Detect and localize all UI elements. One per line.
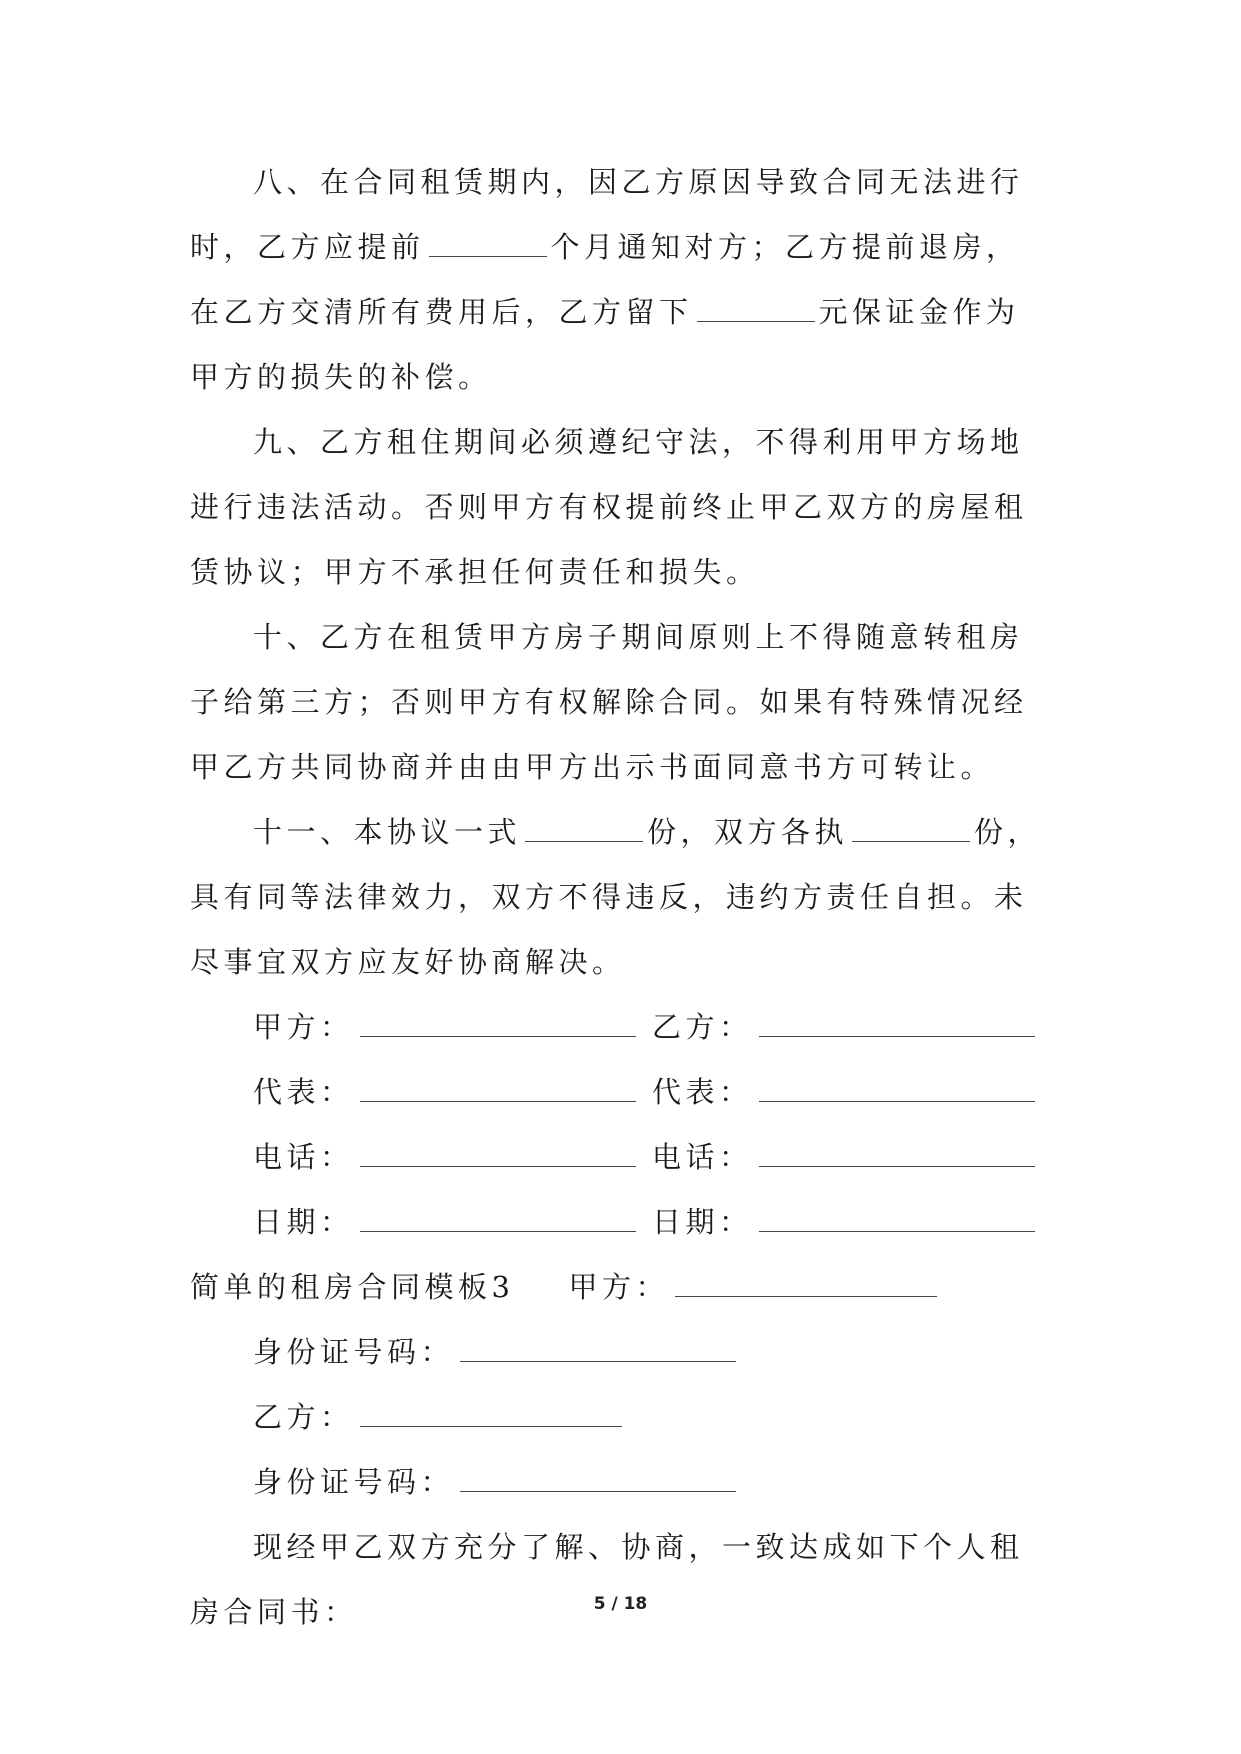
template-3-id-b-row: [190, 1450, 1052, 1515]
template-3-intro: 现经甲乙双方充分了解、协商，一致达成如下个人租房合同书：: [190, 1530, 1024, 1629]
page-number: 5 / 18: [593, 1594, 648, 1614]
clause-10: 十、乙方在租赁甲方房子期间原则上不得随意转租房子给第三方；否则甲方有权解除合同。如果有特殊情况经甲乙方共同协商并由由甲方出示书面同意书方可转让。: [190, 620, 1028, 784]
phone-b-label: 电话：: [652, 1140, 753, 1174]
template-3-id-b-line: [460, 1469, 736, 1492]
template-3-id-a-label: 身份证号码：: [253, 1335, 455, 1369]
signature-row-phone: [190, 1125, 1052, 1190]
date-a-label: 日期：: [253, 1205, 354, 1239]
signature-row-party: [190, 995, 1052, 1060]
page-content: [190, 150, 1052, 1645]
representative-a-line: [360, 1079, 636, 1102]
deposit-amount-blank: [697, 299, 815, 322]
template-3-id-a-line: [460, 1339, 736, 1362]
signature-row-date: [190, 1190, 1052, 1255]
representative-a-label: 代表：: [253, 1075, 354, 1109]
date-b-label: 日期：: [652, 1205, 753, 1239]
clause-8-text-2: 个月通知对方；乙方提前退房，在乙方交清所有费用后，乙方留下: [190, 230, 1020, 329]
date-a-line: [360, 1209, 636, 1232]
date-b-line: [759, 1209, 1035, 1232]
copies-total-blank: [525, 819, 643, 842]
clause-9: 九、乙方租住期间必须遵纪守法，不得利用甲方场地进行违法活动。否则甲方有权提前终止甲乙双方的房屋租赁协议；甲方不承担任何责任和损失。: [190, 425, 1028, 589]
clause-8-text-3: 元保证金作为甲方的损失的补偿。: [190, 295, 1020, 394]
clause-11-text-1: 十一、本协议一式: [253, 815, 522, 849]
party-b-line: [759, 1014, 1035, 1037]
phone-a-label: 电话：: [253, 1140, 354, 1174]
party-a-line: [360, 1014, 636, 1037]
template-3-party-b-row: [190, 1385, 1052, 1450]
template-3-heading-row: [190, 1255, 1052, 1320]
template-3-party-b-label: 乙方：: [253, 1400, 354, 1434]
representative-b-line: [759, 1079, 1035, 1102]
template-3-id-b-label: 身份证号码：: [253, 1465, 455, 1499]
clause-11: [190, 800, 1052, 995]
months-notice-blank: [429, 234, 547, 257]
phone-a-line: [360, 1144, 636, 1167]
template-3-id-a-row: [190, 1320, 1052, 1385]
clause-8: [190, 150, 1052, 410]
phone-b-line: [759, 1144, 1035, 1167]
party-b-label: 乙方：: [652, 1010, 753, 1044]
clause-11-text-3: 份，具有同等法律效力，双方不得违反，违约方责任自担。未尽事宜双方应友好协商解决。: [190, 815, 1042, 979]
template-3-party-a-label: 甲方：: [568, 1270, 669, 1304]
clause-11-text-2: 份，双方各执: [647, 815, 849, 849]
signature-row-representative: [190, 1060, 1052, 1125]
representative-b-label: 代表：: [652, 1075, 753, 1109]
template-3-party-a-line: [675, 1274, 937, 1297]
party-a-label: 甲方：: [253, 1010, 354, 1044]
template-3-title: 简单的租房合同模板3: [190, 1270, 515, 1304]
copies-each-blank: [852, 819, 970, 842]
template-3-party-b-line: [360, 1404, 622, 1427]
clause-8-text-1: 八、在合同租赁期内，因乙方原因导致合同无法进行时，乙方应提前: [190, 165, 1024, 264]
